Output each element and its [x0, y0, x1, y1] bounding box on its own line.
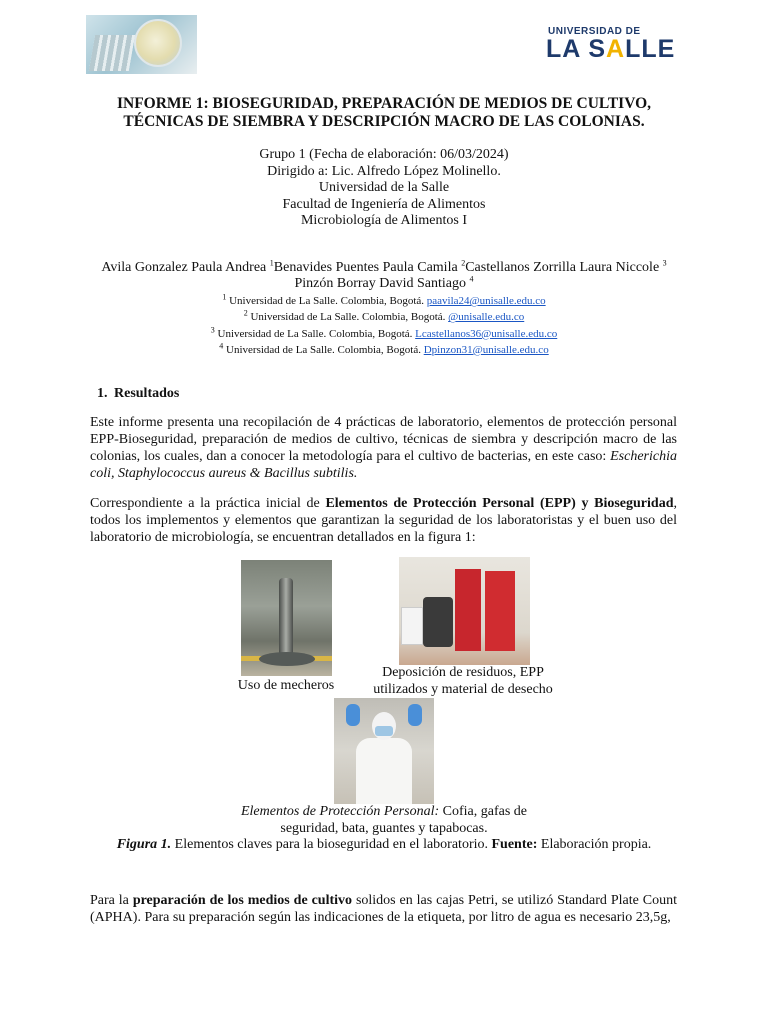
course-line: Microbiología de Alimentos I [300, 213, 468, 228]
section-heading: 1. Resultados [97, 386, 180, 401]
affiliation-1: $^1$ Universidad de La Salle. Colombia, Bogotá. paavila24@unisalle.edu.co [222, 292, 546, 307]
affiliation-3: $^3$ Universidad de La Salle. Colombia, Bogotá. Lcastellanos36@unisalle.edu.co [210, 324, 558, 340]
test-tubes-graphic [89, 35, 135, 71]
paragraph-culture-media: Para la preparación de los medios de cultivo solidos en las cajas Petri, se utilizó Standard Plate Count (APHA). Para su preparación según las indicaciones de la etiqueta, por litro de agua es necesario 23,5g, [90, 893, 677, 925]
caption-burner: Uso de mecheros [237, 678, 335, 693]
email-link[interactable]: Lcastellanos36@unisalle.edu.co [415, 327, 558, 340]
affiliation-2: $^2$ Universidad de La Salle. Colombia, Bogotá. @unisalle.edu.co [243, 308, 525, 324]
paragraph-epp: Correspondiente a la práctica inicial de Elementos de Protección Personal (EPP) y Bioseguridad, todos los implementos y elementos que garantizan la seguridad de los laboratoristas y el buen uso del laboratorio de microbiología, se encuentran detallados en la figura 1: [90, 496, 677, 545]
faculty-line: Facultad de Ingeniería de Alimentos [282, 196, 486, 212]
waste-bins-photo [399, 557, 530, 665]
figure-caption: Figura 1. Elementos claves para la bioseguridad en el laboratorio. Fuente: Elaboración propia. [116, 837, 652, 852]
university-line: Universidad de la Salle [318, 180, 450, 195]
document-meta [0, 147, 768, 230]
petri-dish-graphic [134, 19, 182, 67]
caption-ppe: Elementos de Protección Personal: Cofia, gafas de seguridad, bata, guantes y tapabocas. [240, 804, 527, 836]
paragraph-intro: Este informe presenta una recopilación de 4 prácticas de laboratorio, elementos de protección personal EPP-Bioseguridad, preparación de medios de cultivo, técnicas de siembra y descripción macro de las colonias, los cuales, dan a conocer la metodología para el cultivo de bacterias, en este caso: Escherichia coli, Staphylococcus aureus & Bacillus subtilis. [90, 415, 677, 481]
caption-waste: Deposición de residuos, EPP utilizados y material de desecho [373, 665, 553, 697]
document-title: INFORME 1: BIOSEGURIDAD, PREPARACIÓN DE MEDIOS DE CULTIVO, TÉCNICAS DE SIEMBRA Y DESCRIPCIÓN MACRO DE LAS COLONIAS. [116, 95, 652, 130]
email-link[interactable]: @unisalle.edu.co [448, 311, 525, 324]
university-logo-top: UNIVERSIDAD DE [548, 26, 641, 37]
directed-line: Dirigido a: Lic. Alfredo López Molinello. [267, 163, 501, 179]
header-photo [86, 15, 197, 74]
university-logo-main: LA SALLE [546, 35, 676, 63]
affiliation-4: $^4$ Universidad de La Salle. Colombia, Bogotá. Dpinzon31@unisalle.edu.co [219, 341, 549, 356]
group-line: Grupo 1 (Fecha de elaboración: 06/03/2024) [259, 147, 509, 162]
email-link[interactable]: paavila24@unisalle.edu.co [426, 295, 546, 307]
affiliation-list [0, 293, 768, 358]
ppe-person-photo [334, 698, 434, 804]
burner-photo [241, 560, 332, 676]
author-list: Avila Gonzalez Paula Andrea $^1$Benavides Puentes Paula Camila $^2$Castellanos Zorrilla Laura Niccole $^3$ Pinzón Borray David Santiago $^4$ [101, 258, 667, 291]
email-link[interactable]: Dpinzon31@unisalle.edu.co [423, 343, 549, 356]
